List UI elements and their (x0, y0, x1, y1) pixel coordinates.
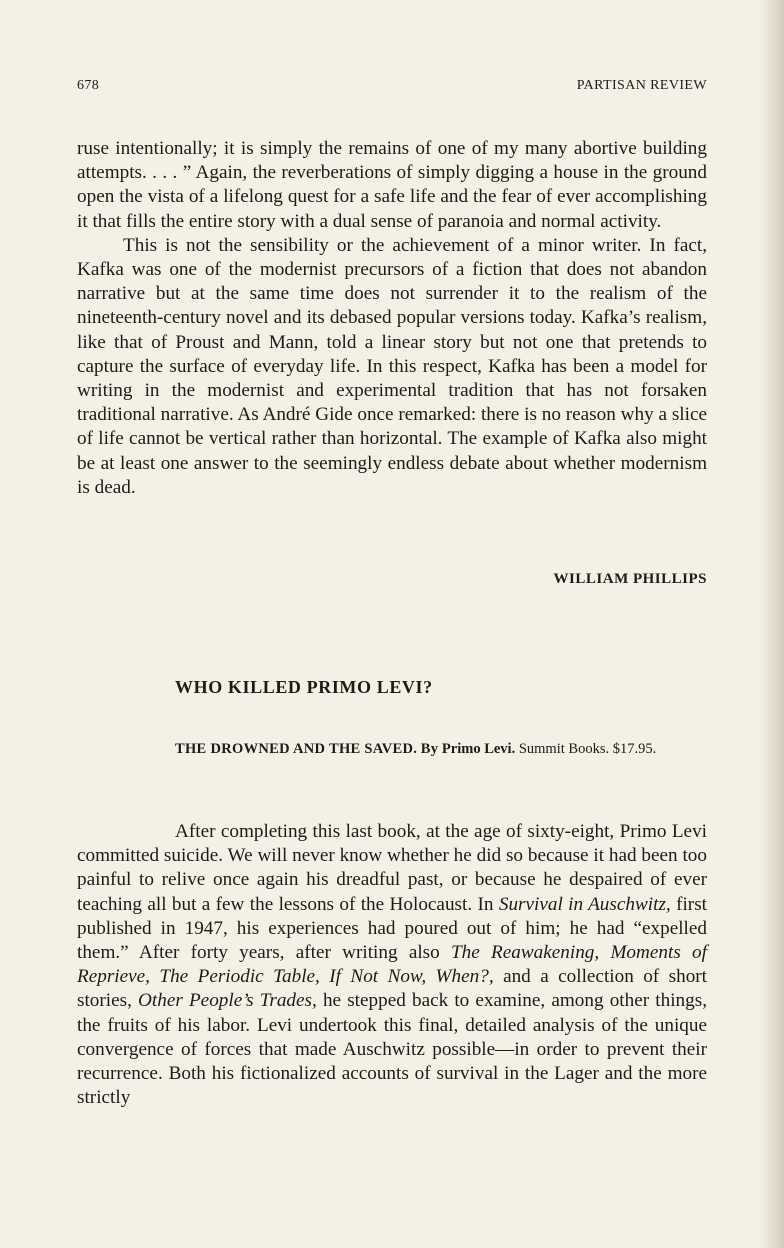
book-publisher: Summit Books. (518, 741, 610, 757)
running-title: PARTISAN REVIEW (576, 78, 707, 93)
section-phillips-text (77, 137, 707, 500)
book-citation (175, 739, 707, 759)
author-signature: WILLIAM PHILLIPS (553, 571, 707, 587)
text-run: and a collection of short stories, (77, 966, 708, 1012)
book-author: Primo Levi. (441, 741, 516, 757)
section-levi-text (77, 820, 707, 1110)
page-edge-shadow (760, 0, 784, 1248)
citation-by: By (420, 741, 439, 757)
book-reference: Survival in Auschwitz, (498, 893, 671, 915)
paragraph: ruse intentionally; it is simply the remains of one of my many abortive building attempts. . . . ” Again, the reverberations of simply digging a house in the ground open the vista of a lifelong quest for a safe life and the fear of ever accomplishing it that fills the entire story with a dual sense of paranoia and normal activity. (77, 138, 707, 232)
book-title: THE DROWNED AND THE SAVED. (175, 741, 418, 757)
book-price: $17.95. (612, 741, 657, 757)
text-run: first published in 1947, his experiences had poured out of him; he had “expelled them.” After forty years, after writing also (77, 893, 707, 964)
text-run: After completing this last book, at the age of sixty-eight, Primo Levi committed suicide. We will never know whether he did so because it had been too painful to relive once again his dreadful past, or because he despaired of ever teaching all but a few the lessons of the Holocaust. In (77, 821, 707, 915)
paragraph (77, 820, 707, 1110)
book-reference: Other People’s Trades, (138, 990, 317, 1012)
text-run: he stepped back to examine, among other things, the fruits of his labor. Levi undertook this final, detailed analysis of the unique convergence of forces that made Auschwitz possible—in order to prevent their recurrence. Both his fictionalized accounts of survival in the Lager and the more strictly (77, 990, 707, 1109)
paragraph: This is not the sensibility or the achievement of a minor writer. In fact, Kafka was one of the modernist precursors of a fiction that does not abandon narrative but at the same time does not surrender it to the realism of the nineteenth-century novel and its debased popular versions today. Kafka’s realism, like that of Proust and Mann, told a linear story but not one that pretends to capture the surface of everyday life. In this respect, Kafka has been a model for writing in the modernist and experimental tradition that has not forsaken traditional narrative. As André Gide once remarked: there is no reason why a slice of life cannot be vertical rather than horizontal. The example of Kafka also might be at least one answer to the seemingly endless debate about whether modernism is dead. (77, 234, 707, 498)
article-title: WHO KILLED PRIMO LEVI? (175, 677, 433, 697)
page-number: 678 (77, 78, 100, 93)
book-reference: The Reawakening, Moments of Reprieve, The Periodic Table, If Not Now, When?, (77, 942, 707, 988)
